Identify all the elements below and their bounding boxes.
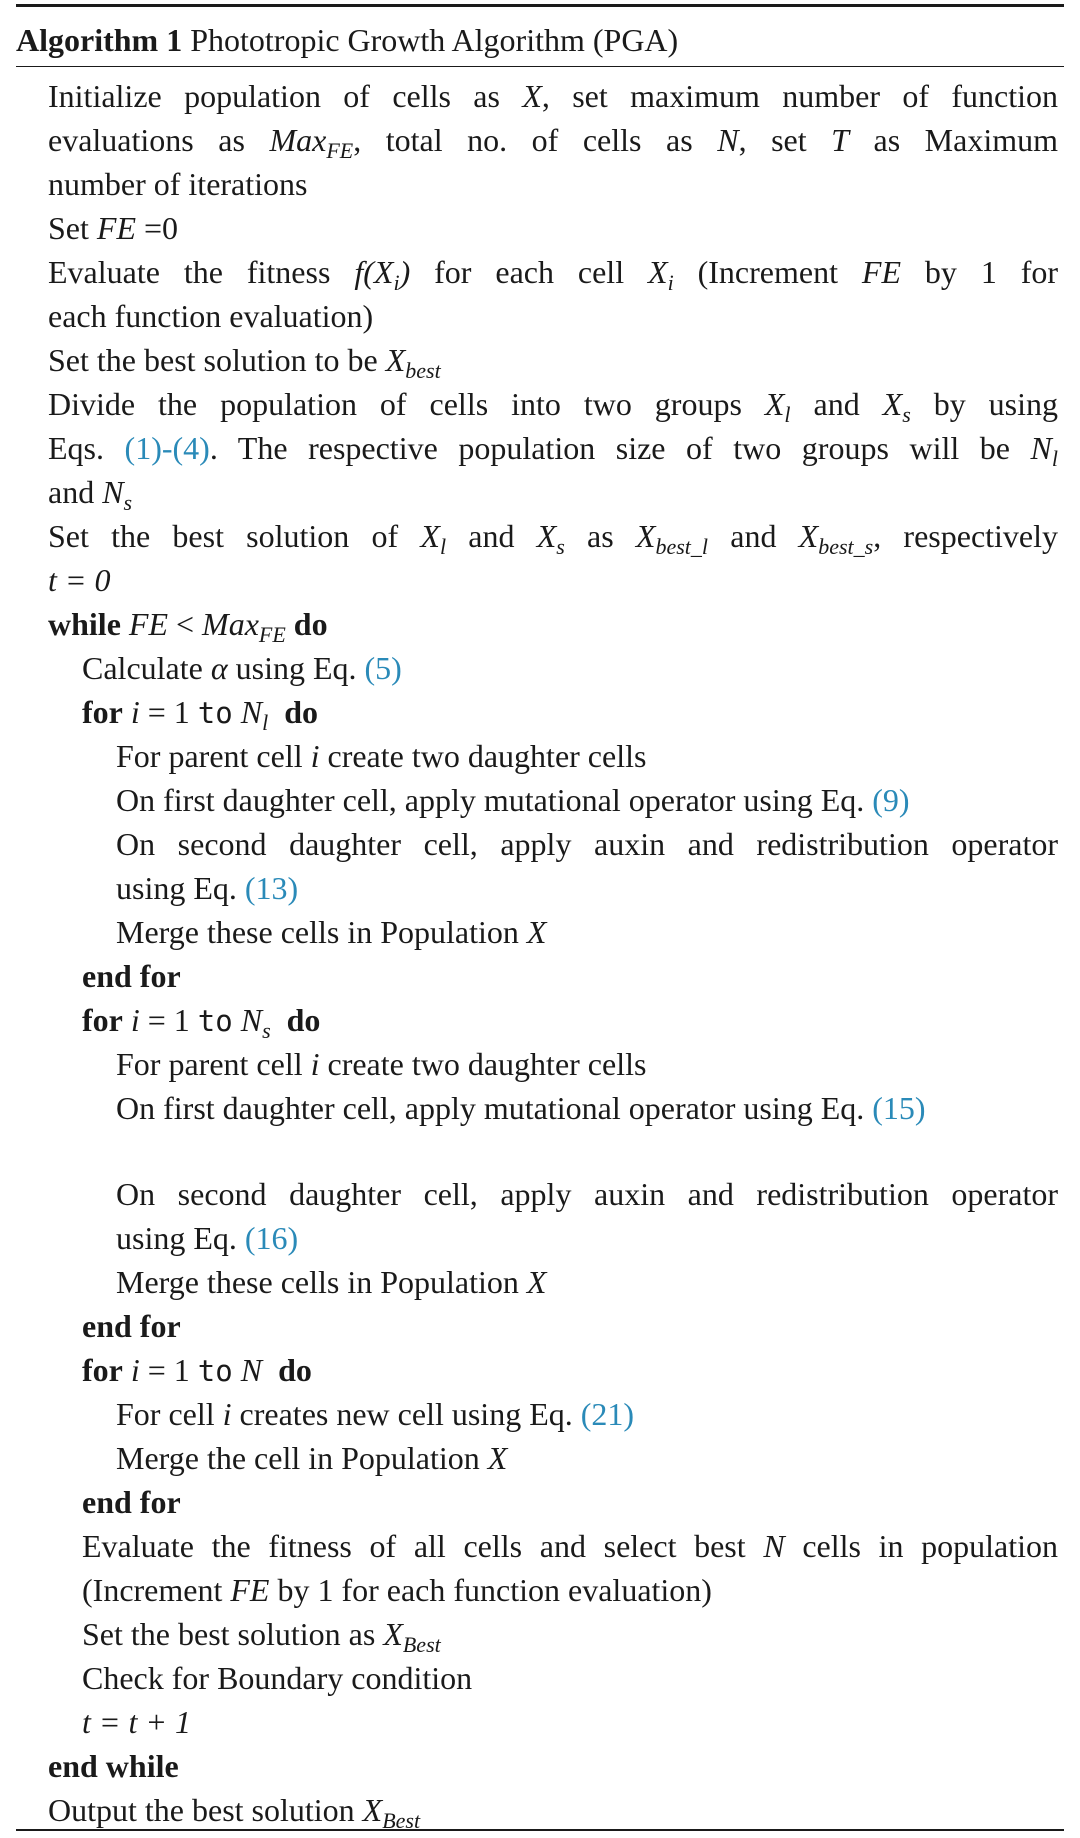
line-first-daughter-2: On first daughter cell, apply mutational operator using Eq. (15) [116,1090,926,1126]
line-output: Output the best solution $X_{Best}$ [48,1792,421,1833]
line-evaluations: evaluations as Max$_{FE}$, total no. of cells as N, set T as Maximum [48,122,1059,163]
line-end-while: end while [48,1748,179,1784]
eq-ref-15[interactable]: (15) [872,1090,926,1126]
line-end-for-2: end for [82,1308,181,1344]
line-increment-fe: (Increment FE by 1 for each function evaluation) [82,1572,712,1608]
eq-ref-21[interactable]: (21) [580,1396,635,1432]
line-each-eval: each function evaluation) [48,298,374,334]
line-initialize: Initialize population of cells as X, set maximum number of function [48,78,1059,114]
line-second-daughter-1: On second daughter cell, apply auxin and redistribution operator [116,826,1058,862]
line-second-daughter-2: On second daughter cell, apply auxin and redistribution operator [116,1176,1058,1212]
line-parent-2: For parent cell i create two daughter cells [116,1046,647,1082]
eq-ref-16[interactable]: (16) [244,1220,299,1256]
line-merge-1: Merge these cells in Population X [116,914,547,950]
eq-ref-4[interactable]: (4) [172,430,210,466]
algorithm-title: Phototropic Growth Algorithm (PGA) [190,22,679,58]
line-t-increment: t = t + 1 [82,1704,191,1740]
eq-ref-13[interactable]: (13) [244,870,299,906]
line-evaluate: Evaluate the fitness $f(X_i)$ for each cell $X_i$ (Increment FE by 1 for [48,254,1059,295]
line-evaluate-all: Evaluate the fitness of all cells and select best N cells in population [82,1528,1059,1564]
top-rule [16,4,1064,7]
line-eqs: Eqs. (1)-(4). The respective population size of two groups will be $N_l$ [48,430,1059,471]
line-end-for-1: end for [82,958,181,994]
line-iterations: number of iterations [48,166,308,202]
bottom-rule [16,1829,1064,1831]
line-using-eq-13: using Eq. (13) [116,870,299,906]
caption-rule [16,66,1064,67]
line-first-daughter-1: On first daughter cell, apply mutational operator using Eq. (9) [116,782,910,818]
line-set-best-groups: Set the best solution of $X_l$ and $X_s$ as $X_{best\_l}$ and $X_{best\_s}$, respectively [48,518,1059,559]
line-set-best: Set the best solution to be $X_{best}$ [48,342,441,383]
line-merge-cell: Merge the cell in Population X [116,1440,508,1476]
line-end-for-3: end for [82,1484,181,1520]
line-set-best-solution: Set the best solution as $X_{Best}$ [82,1616,441,1657]
eq-ref-1[interactable]: (1) [124,430,162,466]
line-t-zero: t = 0 [48,562,111,598]
algorithm-caption [16,20,678,60]
line-and-ns: and $N_s$ [48,474,133,515]
line-while: while FE < Max$_{FE}$ do [48,606,328,647]
line-calc-alpha: Calculate α using Eq. (5) [82,650,402,686]
line-merge-2: Merge these cells in Population X [116,1264,547,1300]
eq-ref-5[interactable]: (5) [364,650,402,686]
line-divide: Divide the population of cells into two groups $X_l$ and $X_s$ by using [48,386,1059,427]
eq-ref-9[interactable]: (9) [872,782,910,818]
line-for-nl: for i = 1 to $N_l$ do [82,694,318,735]
line-parent-1: For parent cell i create two daughter cells [116,738,647,774]
line-for-n: for i = 1 to N do [82,1352,312,1388]
line-set-fe: Set FE =0 [48,210,179,246]
line-boundary: Check for Boundary condition [82,1660,473,1696]
algorithm-label: Algorithm 1 [16,22,183,58]
line-new-cell: For cell i creates new cell using Eq. (21) [116,1396,635,1432]
line-using-eq-16: using Eq. (16) [116,1220,299,1256]
line-for-ns: for i = 1 to $N_s$ do [82,1002,321,1043]
